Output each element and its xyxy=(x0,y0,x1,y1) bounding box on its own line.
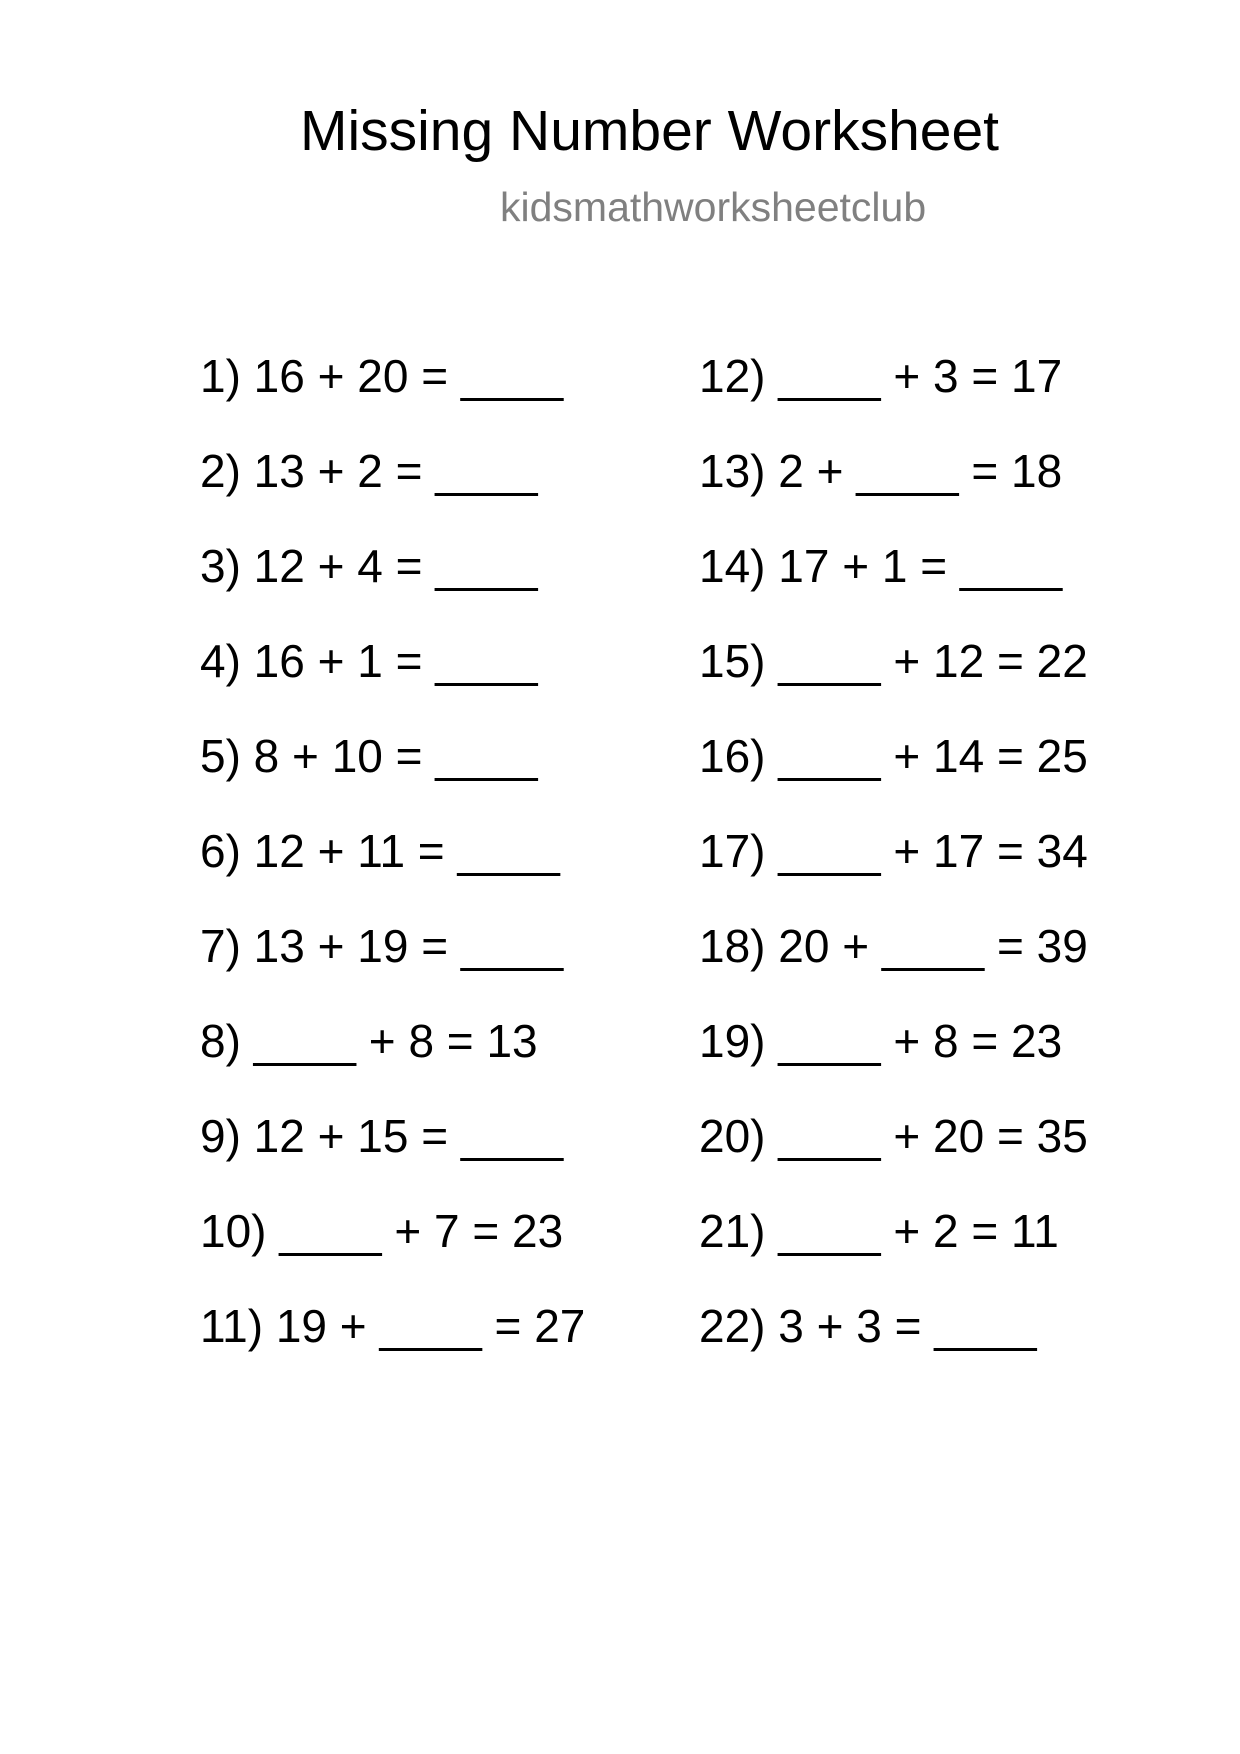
question-item: 10) ____ + 7 = 23 xyxy=(200,1205,564,1257)
question-item: 13) 2 + ____ = 18 xyxy=(699,445,1063,497)
question-item: 2) 13 + 2 = ____ xyxy=(200,445,538,497)
question-item: 15) ____ + 12 = 22 xyxy=(699,635,1088,687)
question-item: 18) 20 + ____ = 39 xyxy=(699,920,1088,972)
question-item: 9) 12 + 15 = ____ xyxy=(200,1110,564,1162)
question-item: 1) 16 + 20 = ____ xyxy=(200,350,564,402)
site-watermark: kidsmathworksheetclub xyxy=(500,184,927,230)
question-item: 21) ____ + 2 = 11 xyxy=(699,1205,1059,1257)
question-item: 20) ____ + 20 = 35 xyxy=(699,1110,1088,1162)
question-item: 4) 16 + 1 = ____ xyxy=(200,635,538,687)
question-item: 5) 8 + 10 = ____ xyxy=(200,730,538,782)
question-item: 11) 19 + ____ = 27 xyxy=(200,1300,586,1352)
question-item: 16) ____ + 14 = 25 xyxy=(699,730,1088,782)
question-item: 17) ____ + 17 = 34 xyxy=(699,825,1088,877)
question-item: 22) 3 + 3 = ____ xyxy=(699,1300,1037,1352)
page-title: Missing Number Worksheet xyxy=(300,99,1000,163)
question-item: 7) 13 + 19 = ____ xyxy=(200,920,564,972)
question-column-left xyxy=(200,348,585,1393)
question-item: 8) ____ + 8 = 13 xyxy=(200,1015,538,1067)
question-column-right xyxy=(699,348,1088,1393)
question-item: 6) 12 + 11 = ____ xyxy=(200,825,560,877)
question-item: 12) ____ + 3 = 17 xyxy=(699,350,1063,402)
question-item: 19) ____ + 8 = 23 xyxy=(699,1015,1063,1067)
question-item: 3) 12 + 4 = ____ xyxy=(200,540,538,592)
question-item: 14) 17 + 1 = ____ xyxy=(699,540,1063,592)
